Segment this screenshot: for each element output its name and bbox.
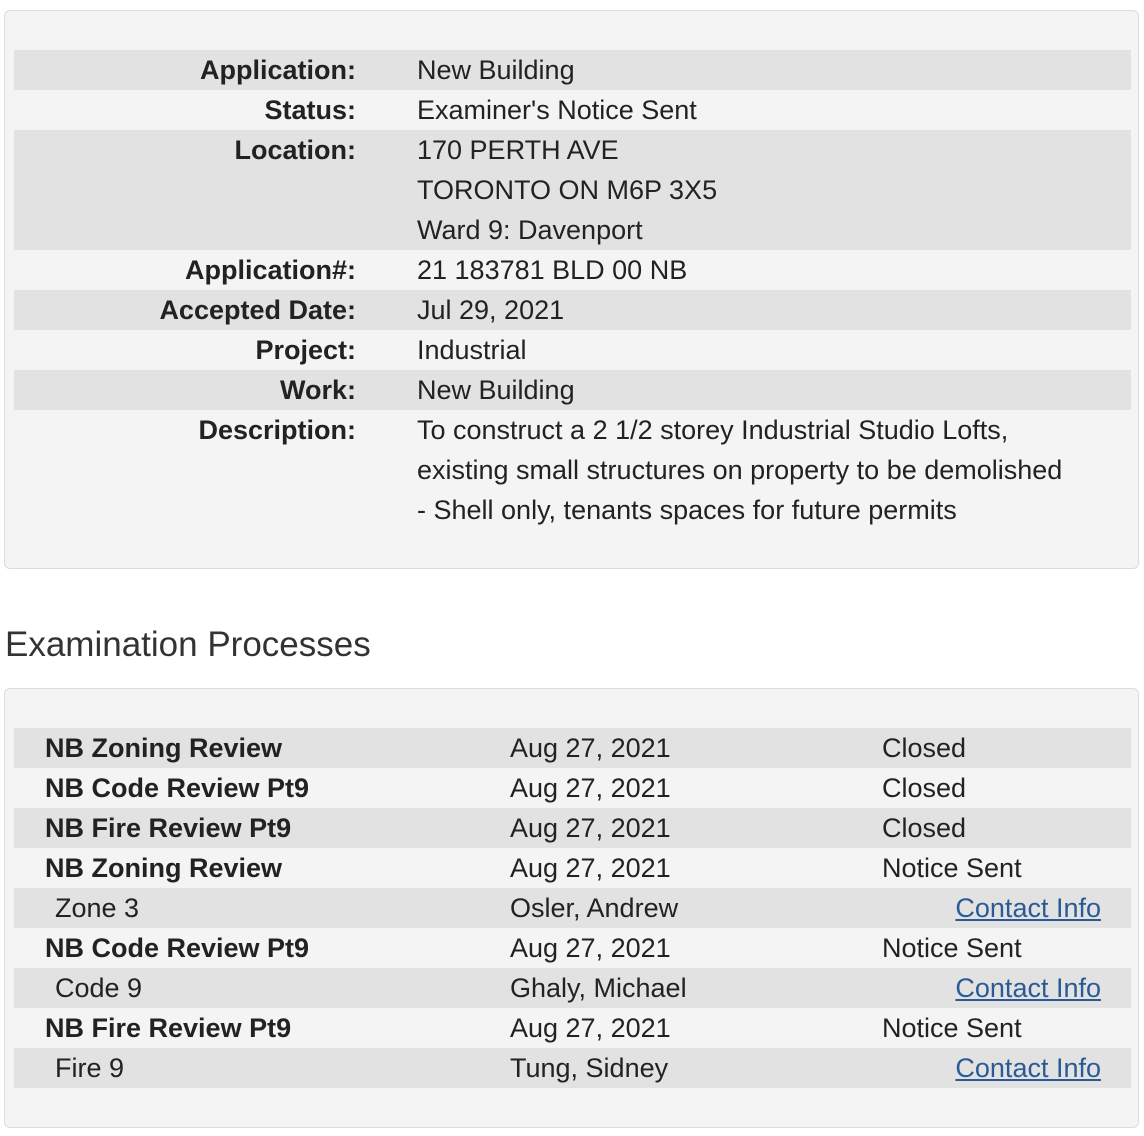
exam-row	[14, 928, 1131, 968]
project-label: Project:	[255, 335, 356, 365]
accepted-date-value: Jul 29, 2021	[417, 295, 565, 325]
description-label: Description:	[198, 415, 356, 445]
contact-info-link[interactable]: Contact Info	[955, 1053, 1101, 1083]
detail-row-accepted-date	[14, 290, 1131, 330]
exam-row	[14, 848, 1131, 888]
process-name: NB Zoning Review	[45, 853, 283, 883]
contact-info-link[interactable]: Contact Info	[955, 973, 1101, 1003]
application-details-panel	[4, 10, 1139, 569]
examination-processes-heading: Examination Processes	[5, 625, 371, 664]
examiner-row	[14, 888, 1131, 928]
examiner-name: Osler, Andrew	[510, 893, 679, 923]
process-name: NB Code Review Pt9	[45, 933, 310, 963]
process-name: NB Zoning Review	[45, 733, 283, 763]
detail-row-status	[14, 90, 1131, 130]
application-value: New Building	[417, 55, 575, 85]
detail-row-description	[14, 410, 1131, 530]
detail-row-work	[14, 370, 1131, 410]
work-label: Work:	[279, 375, 356, 405]
work-value: New Building	[417, 375, 575, 405]
detail-row-project	[14, 330, 1131, 370]
process-status: Notice Sent	[882, 933, 1022, 963]
accepted-date-label: Accepted Date:	[159, 295, 356, 325]
description-line: To construct a 2 1/2 storey Industrial Studio Lofts,	[417, 415, 1009, 445]
exam-row	[14, 808, 1131, 848]
status-label: Status:	[264, 95, 356, 125]
process-status: Closed	[882, 733, 967, 763]
process-status: Notice Sent	[882, 853, 1022, 883]
process-status: Closed	[882, 773, 967, 803]
examiner-row	[14, 1048, 1131, 1088]
process-date: Aug 27, 2021	[510, 853, 671, 883]
detail-row-application	[14, 50, 1131, 90]
examiner-zone: Zone 3	[55, 893, 140, 923]
exam-row	[14, 1008, 1131, 1048]
detail-row-application-number	[14, 250, 1131, 290]
description-line: existing small structures on property to be demolished	[417, 455, 1063, 485]
project-value: Industrial	[417, 335, 527, 365]
examiner-zone: Code 9	[55, 973, 143, 1003]
location-line: TORONTO ON M6P 3X5	[417, 175, 718, 205]
examination-processes-panel	[4, 688, 1139, 1128]
process-date: Aug 27, 2021	[510, 1013, 671, 1043]
status-value: Examiner's Notice Sent	[417, 95, 697, 125]
location-label: Location:	[234, 135, 356, 165]
location-line: Ward 9: Davenport	[417, 215, 643, 245]
description-value	[417, 415, 1062, 535]
location-value	[417, 135, 717, 255]
process-name: NB Fire Review Pt9	[45, 1013, 292, 1043]
contact-info-link[interactable]: Contact Info	[955, 893, 1101, 923]
process-name: NB Code Review Pt9	[45, 773, 310, 803]
location-line: 170 PERTH AVE	[417, 135, 619, 165]
application-number-value: 21 183781 BLD 00 NB	[417, 255, 688, 285]
examiner-zone: Fire 9	[55, 1053, 125, 1083]
process-date: Aug 27, 2021	[510, 773, 671, 803]
detail-row-location	[14, 130, 1131, 250]
application-number-label: Application#:	[184, 255, 356, 285]
examiner-row	[14, 968, 1131, 1008]
process-date: Aug 27, 2021	[510, 813, 671, 843]
exam-row	[14, 728, 1131, 768]
exam-row	[14, 768, 1131, 808]
process-date: Aug 27, 2021	[510, 733, 671, 763]
examiner-name: Ghaly, Michael	[510, 973, 687, 1003]
description-line: - Shell only, tenants spaces for future permits	[417, 495, 957, 525]
process-name: NB Fire Review Pt9	[45, 813, 292, 843]
application-label: Application:	[200, 55, 356, 85]
process-status: Notice Sent	[882, 1013, 1022, 1043]
examiner-name: Tung, Sidney	[510, 1053, 669, 1083]
process-date: Aug 27, 2021	[510, 933, 671, 963]
process-status: Closed	[882, 813, 967, 843]
